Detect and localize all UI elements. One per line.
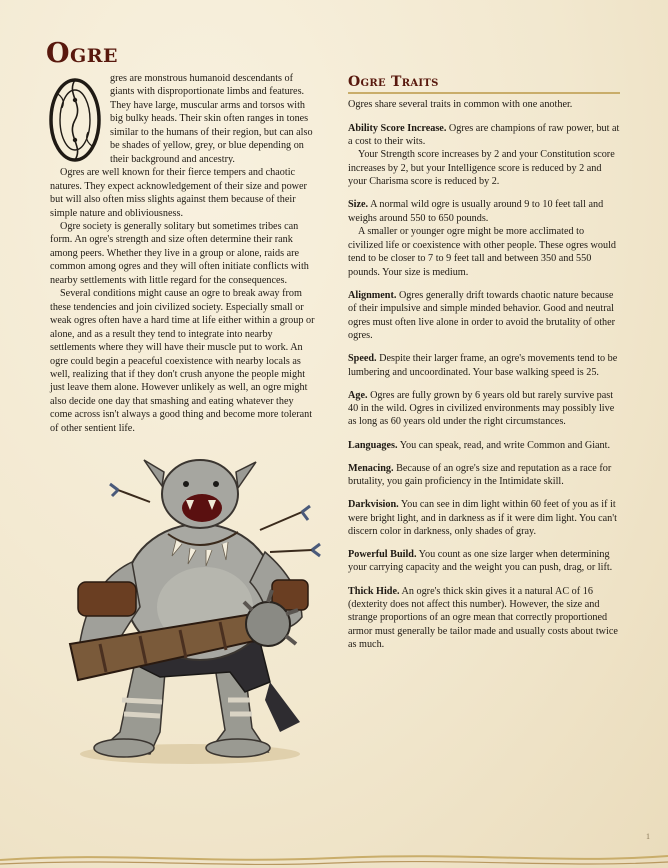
trait-age [348,389,620,429]
page-number: 1 [646,832,650,841]
trait-size [348,198,620,225]
intro-paragraph-2: Ogres are well known for their fierce tempers and chaotic natures. They expect acknowledgement of their size and power but will also often miss slights against them because of their simple nature and obliviousness. [50,167,307,219]
trait-name: Darkvision. [348,499,399,511]
footer-ornament [0,838,668,868]
trait-text: Ogres are fully grown by 6 years old but rarely survive past 40 in the wild. Ogres in civilized environments may possibly live as long as 60 years old under the right circumstances. [348,389,615,428]
trait-name: Speed. [348,353,377,365]
trait-name: Alignment. [348,289,397,301]
trait-alignment [348,289,620,343]
trait-menacing [348,462,620,489]
trait-text: Because of an ogre's size and reputation as a race for brutality, you gain proficiency in the Intimidate skill. [348,462,612,488]
trait-size-detail: A smaller or younger ogre might be more acclimated to civilized life or coexistence with other people. These ogres would tend to be closer to 7 to 9 feet tall and between 350 and 550 pounds. Your size is medium. [348,226,616,278]
trait-name: Ability Score Increase. [348,122,447,134]
trait-text: Despite their larger frame, an ogre's movements tend to be lumbering and uncoordinated. Your base walking speed is 25. [348,353,618,378]
trait-languages [348,439,620,452]
trait-name: Thick Hide. [348,585,400,597]
trait-ability-score-detail: Your Strength score increases by 2 and your Constitution score increases by 2, but your Intelligence score is reduced by 2 and your Charisma score is reduced by 2. [348,149,615,188]
right-column [348,76,620,652]
trait-text: Ogres generally drift towards chaotic nature because of their impulsive and simple minded behavior. Good and neutral ogres must often live alone in order to avoid the brutality of other ogres. [348,289,616,342]
intro-paragraph-3: Ogre society is generally solitary but sometimes tribes can form. An ogre's strength and size often determine their rank among peers. Whether they live in a group or alone, raids are common among ogres and they will often initiate conflicts with nearby settlements with little regard for the consequences. [50,220,309,286]
trait-text: You can speak, read, and write Common and Giant. [399,439,611,451]
trait-name: Languages. [348,439,398,451]
ogre-illustration [40,432,340,768]
trait-name: Size. [348,199,369,211]
trait-thick-hide [348,585,620,652]
trait-name: Powerful Build. [348,549,417,561]
trait-speed [348,352,620,379]
trait-text: You count as one size larger when determining your carrying capacity and the weight you can push, drag, or lift. [348,549,613,574]
trait-text: You can see in dim light within 60 feet of you as if it were bright light, and in darkness as if it were dim light. You can't discern color in darkness, only shades of gray. [348,499,617,537]
intro-paragraph-1: gres are monstrous humanoid descendants of giants with disproportionate limbs and features. They have large, muscular arms and torsos with big bulky heads. Their skin often ranges in tones similar to the humans of their region, but can also be shades of yellow, grey, or blue depending on their background and ancestry. [110,73,313,165]
left-column [50,72,316,435]
trait-text: An ogre's thick skin gives it a natural AC of 16 (dexterity does not affect this number). However, the size and strange proportions of an ogre mean that correctly proportioned armor must generally be tailor made and usually costs about twice as much. [348,585,618,651]
traits-intro: Ogres share several traits in common with one another. [348,99,573,111]
trait-darkvision [348,498,620,538]
page-title: Ogre [46,38,119,69]
traits-heading: Ogre Traits [348,76,620,94]
dropcap-o-icon [46,74,104,166]
trait-text: Ogres are champions of raw power, but at a cost to their wits. [348,122,620,147]
trait-ability-score [348,122,620,149]
trait-name: Age. [348,389,368,401]
trait-powerful-build [348,548,620,575]
trait-text: A normal wild ogre is usually around 9 to 10 feet tall and weighs around 550 to 650 pounds. [348,199,604,224]
trait-name: Menacing. [348,462,394,474]
intro-paragraph-4: Several conditions might cause an ogre to break away from these tendencies and join civilized society. Especially small or weak ogres often have a hard time at life either within a group or alone, and as a result they tend to integrate into nearby settlements where they will have their muscle put to work. An ogre could begin a peaceful coexistence with nearby locals as well, realizing that if they don't crush anyone the people might just leave them alone. However unlikely as well, an ogre might also decide one day that smashing and eating whatever they come across isn't always a good thing and become more tolerant of other sentient life. [50,288,315,434]
